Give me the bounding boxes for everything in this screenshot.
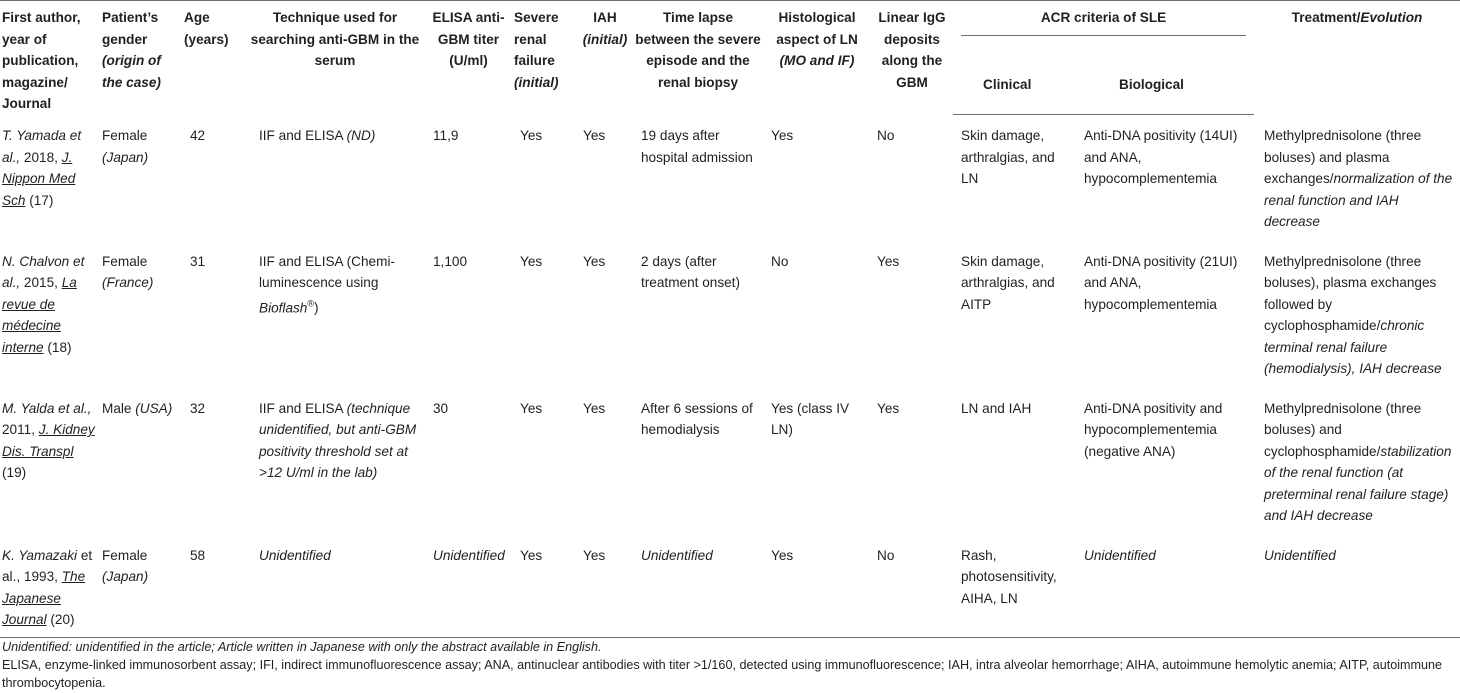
cell-elisa: 11,9 — [433, 128, 459, 143]
cell-gender: Male (USA) — [102, 400, 173, 416]
cell-elisa: Unidentified — [425, 535, 512, 638]
cell-biological: Unidentified — [1076, 535, 1254, 638]
cell-gender: Female (Japan) — [100, 535, 182, 638]
cell-elisa: 30 — [433, 400, 449, 416]
cell-renal-failure: Yes — [520, 253, 543, 269]
cell-technique: IIF and ELISA (ND) — [259, 128, 376, 143]
cell-renal-failure: Yes — [512, 535, 577, 638]
header-linear-igg: Linear IgG deposits along the GBM — [871, 1, 953, 115]
cell-time-lapse: Unidentified — [633, 535, 763, 638]
cell-author: N. Chalvon et al., 2015, La revue de médecine interne (18) — [2, 253, 85, 355]
cell-treatment: Methylprednisolone (three boluses) and plasma exchanges/normalization of the renal function and IAH decrease — [1264, 128, 1453, 229]
cell-biological: Anti-DNA positivity (21UI) and ANA, hypocomplementemia — [1084, 253, 1238, 312]
footnote-abbreviations: ELISA, enzyme-linked immunosorbent assay; IFI, indirect immunofluorescence assay; ANA, antinuclear antibodies with titer >1/160, detected using immunofluorescence; IAH, intra alveolar hemorrhage; AIHA, autoimmune hemolytic anemia; AITP, autoimmune thrombocytopenia. — [2, 658, 1443, 690]
cell-biological: Anti-DNA positivity and hypocomplementemia (negative ANA) — [1084, 400, 1223, 459]
table-body — [0, 115, 1460, 637]
cell-linear-igg: Yes — [877, 253, 900, 269]
header-acr-label: ACR criteria of SLE — [961, 7, 1246, 36]
cell-technique: Unidentified — [245, 535, 425, 638]
cell-treatment: Methylprednisolone (three boluses) and cyclophosphamide/stabilization of the renal function (at preterminal renal failure stage) and IAH decrease — [1264, 400, 1452, 523]
cell-author: T. Yamada et al., 2018, J. Nippon Med Sch (17) — [2, 128, 82, 208]
cell-treatment: Unidentified — [1254, 535, 1460, 638]
cell-author: K. Yamazaki et al., 1993, The Japanese Journal (20) — [0, 535, 100, 638]
cell-histology: Yes (class IV LN) — [771, 400, 850, 437]
header-technique: Technique used for searching anti-GBM in the serum — [245, 1, 425, 115]
cell-linear-igg: No — [871, 535, 953, 638]
cell-renal-failure: Yes — [520, 128, 543, 143]
cell-clinical: Rash, photosensitivity, AIHA, LN — [953, 535, 1076, 638]
cell-technique: IIF and ELISA (Chemi-luminescence using Bioflash®) — [259, 253, 395, 316]
cell-gender: Female (France) — [102, 253, 154, 290]
cell-elisa: 1,100 — [433, 253, 468, 269]
cell-time-lapse: 2 days (after treatment onset) — [641, 253, 740, 290]
cell-clinical: Skin damage, arthralgias, and AITP — [961, 253, 1055, 312]
cell-linear-igg: Yes — [877, 400, 900, 416]
header-iah: IAH (initial) — [577, 1, 633, 115]
header-age: Age (years) — [182, 1, 245, 115]
header-renal-failure: Severe renal failure (initial) — [512, 1, 577, 115]
header-time-lapse: Time lapse between the severe episode and the renal biopsy — [633, 1, 763, 115]
cell-iah: Yes — [583, 400, 606, 416]
header-treatment: Treatment/Evolution — [1254, 1, 1460, 115]
cell-iah: Yes — [583, 253, 606, 269]
cell-iah: Yes — [577, 535, 633, 638]
cell-treatment: Methylprednisolone (three boluses), plasma exchanges followed by cyclophosphamide/chronic terminal renal failure (hemodialysis), IAH decrease — [1264, 253, 1442, 376]
cell-age: 42 — [190, 128, 206, 143]
cell-clinical: LN and IAH — [961, 400, 1032, 416]
cell-iah: Yes — [583, 128, 606, 143]
cell-technique: IIF and ELISA (technique unidentified, but anti-GBM positivity threshold set at >12 U/ml in the lab) — [259, 400, 417, 480]
cell-linear-igg: No — [877, 128, 895, 143]
footnote-unidentified: Unidentified: unidentified in the article; Article written in Japanese with only the abstract available in English. — [2, 640, 602, 654]
cell-age: 58 — [182, 535, 245, 638]
table-row — [0, 115, 1460, 241]
cell-clinical: Skin damage, arthralgias, and LN — [961, 128, 1055, 186]
header-gender: Patient’s gender (origin of the case) — [100, 1, 182, 115]
cell-author: M. Yalda et al., 2011, J. Kidney Dis. Transpl (19) — [2, 400, 95, 480]
header-histology: Histological aspect of LN (MO and IF) — [763, 1, 871, 115]
cell-histology: Yes — [771, 128, 794, 143]
header-elisa: ELISA anti-GBM titer (U/ml) — [425, 1, 512, 115]
header-biological: Biological — [1076, 69, 1254, 114]
table-row — [0, 241, 1460, 388]
header-acr-criteria — [953, 1, 1254, 70]
cell-time-lapse: After 6 sessions of hemodialysis — [641, 400, 753, 437]
cell-biological: Anti-DNA positivity (14UI) and ANA, hypocomplementemia — [1084, 128, 1238, 186]
cell-age: 31 — [190, 253, 206, 269]
cell-gender: Female (Japan) — [102, 128, 149, 165]
cell-renal-failure: Yes — [520, 400, 543, 416]
cell-time-lapse: 19 days after hospital admission — [641, 128, 753, 165]
cell-histology: No — [771, 253, 789, 269]
table-row — [0, 535, 1460, 638]
table-row — [0, 388, 1460, 535]
header-author: First author, year of publication, magazine/ Journal — [0, 1, 100, 115]
cell-histology: Yes — [763, 535, 871, 638]
table-header — [0, 1, 1460, 116]
cell-age: 32 — [190, 400, 206, 416]
header-clinical: Clinical — [953, 69, 1076, 114]
table-footnotes — [2, 638, 1458, 692]
